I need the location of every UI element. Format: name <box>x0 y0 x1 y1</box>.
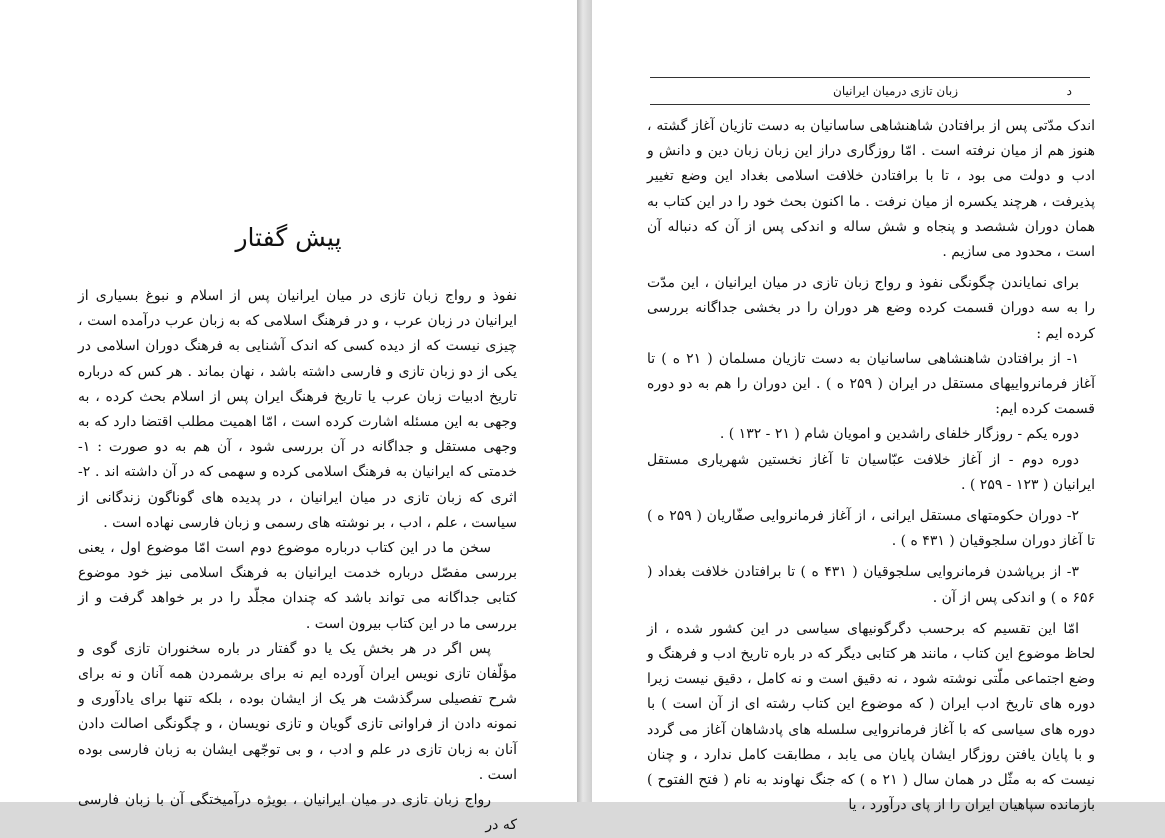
paragraph: پس اگر در هر بخش یک یا دو گفتار در باره سخنوران تازی گوی و مؤلّفان تازی نویس ایران آورده ایم نه برای برشمردن همه آنان و نه برای شرح تفصیلی سرگذشت هر یک از ایشان بوده ، بلکه تنها برای یادآوری و نمونه دادن از فراوانی تازی گویان و تازی نویسان ، و چگونگی اصالت دادن آنان به زبان تازی در علم و ادب ، و بی توجّهی ایشان به زبان فارسی بوده است . <box>78 640 517 783</box>
running-head <box>650 77 1090 105</box>
right-body-text <box>647 114 1095 824</box>
right-page <box>592 0 1165 814</box>
paragraph: ۳- از برپاشدن فرمانروایی سلجوقیان ( ۴۳۱ ه ) تا برافتادن خلافت بغداد ( ۶۵۶ ه ) و اندکی پس از آن . <box>647 564 1095 606</box>
paragraph: سخن ما در این کتاب درباره موضوع دوم است امّا موضوع اول ، یعنی بررسی مفصّل درباره خدمت ایرانیان به فرهنگ اسلامی نیز خود موضوع کتابی جداگانه می تواند باشد که چندان مجلّد را در بر خواهد گرفت و از بررسی ما در این کتاب بیرون است . <box>78 540 517 632</box>
paragraph: نفوذ و رواج زبان تازی در میان ایرانیان پس از اسلام و نبوغ بسیاری از ایرانیان در زبان عرب ، و در فرهنگ اسلامی که به زبان عرب درآمده است ، چیزی نیست که از دیده کسی که اندک آشنایی به فرهنگ دوران اسلامی در یکی از دو زبان تازی و فارسی داشته باشد ، نهان بماند . هر کس که درباره تاریخ ادبیات زبان عرب یا تاریخ فرهنگ ایران پس از اسلام بحث کرده ، به وجهی به این مسئله اشارت کرده است ، امّا اهمیت مطلب اقتضا دارد که به وجهی مستقل و جداگانه در آن بررسی شود ، آن هم به دو صورت : ۱- خدمتی که ایرانیان به فرهنگ اسلامی کرده و سهمی که در آن داشته اند . ۲- اثری که زبان تازی در میان ایرانیان ، در پدیده های گوناگون زندگانی از سیاست ، علم ، ادب ، بر نوشته های رسمی و زبان فارسی نهاده است . <box>78 288 517 531</box>
page-title: پیش گفتار <box>235 223 342 252</box>
paragraph: ۱- از برافتادن شاهنشاهی ساسانیان به دست تازیان مسلمان ( ۲۱ ه ) تا آغاز فرمانرواییهای مستقل در ایران ( ۲۵۹ ه ) . این دوران را هم به دو دوره قسمت کرده ایم: <box>647 350 1095 418</box>
book-gutter <box>577 0 592 802</box>
paragraph: ۲- دوران حکومتهای مستقل ایرانی ، از آغاز فرمانروایی صفّاریان ( ۲۵۹ ه ) تا آغاز دوران سلجوقیان ( ۴۳۱ ه ) . <box>647 508 1095 550</box>
running-head-title: زبان تازی درمیان ایرانیان <box>833 84 958 98</box>
paragraph: امّا این تقسیم که برحسب دگرگونیهای سیاسی در این کشور شده ، از لحاظ موضوع این کتاب ، مانند هر کتابی دیگر که در باره تاریخ ادب و فرهنگ و وضع اجتماعی ملّتی نوشته شود ، نه دقیق است و نه کامل ، دقیق نیست زیرا دوره های تاریخ ادب ایران ( که موضوع این کتاب رشته ای از آن است ) با دوره های سیاسی که با آغاز فرمانروایی سلسله های پادشاهان آغاز می گردد و با پایان یافتن روزگار ایشان پایان می یابد ، مطابقت کامل ندارد ، و چنان نیست که به مثّل در همان سال ( ۲۱ ه ) که جنگ نهاوند به نام ( فتح الفتوح ) بازمانده سپاهیان ایران را از پای درآورد ، یا <box>647 620 1096 814</box>
paragraph: دوره یکم - روزگار خلفای راشدین و امویان شام ( ۲۱ - ۱۳۲ ) . <box>719 426 1079 443</box>
left-body-text <box>78 284 517 838</box>
paragraph: رواج زبان تازی در میان ایرانیان ، بویژه درآمیختگی آن با زبان فارسی که در <box>78 792 517 834</box>
paragraph: برای نمایاندن چگونگی نفوذ و رواج زبان تازی در میان ایرانیان ، این مدّت را به سه دوران قسمت کرده وضع هر دوران را در بخشی جداگانه بررسی کرده ایم : <box>647 275 1095 342</box>
paragraph: دوره دوم - از آغاز خلافت عبّاسیان تا آغاز نخستین شهریاری مستقل ایرانیان ( ۱۲۳ - ۲۵۹ ) . <box>647 451 1095 493</box>
page-number: د <box>1066 84 1072 98</box>
paragraph: اندک مدّتی پس از برافتادن شاهنشاهی ساسانیان به دست تازیان آغاز گشته ، هنوز هم از میان نرفته است . امّا روزگاری دراز این زبان زبان دین و دانش و ادب و دولت می بود ، تا با برافتادن خلافت اسلامی بغداد این وضع تغییر پذیرفت ، هرچند یکسره از میان نرفت . ما اکنون بحث خود را در این کتاب به همان دوران ششصد و پنجاه و شش ساله و اندکی پس از آن که دنباله آن است ، محدود می سازیم . <box>647 118 1095 261</box>
left-page <box>0 0 577 834</box>
